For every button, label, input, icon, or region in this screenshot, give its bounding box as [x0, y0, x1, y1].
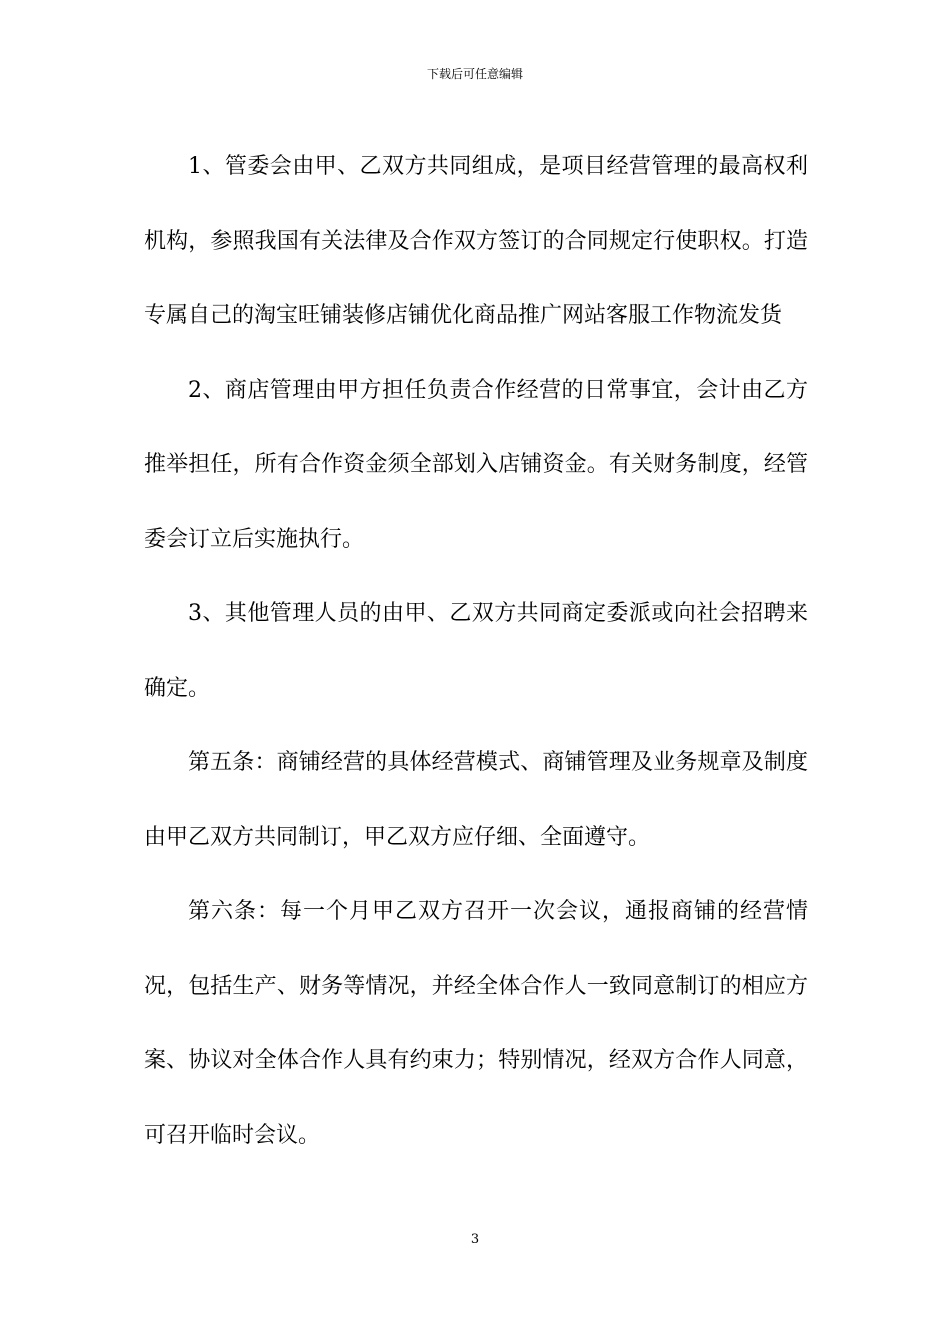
paragraph-1: 1、管委会由甲、乙双方共同组成，是项目经营管理的最高权利机构，参照我国有关法律及合作双方签订的合同规定行使职权。打造专属自己的淘宝旺铺装修店铺优化商品推广网站客服工作物流发货: [144, 154, 808, 328]
paragraph-3: 3、其他管理人员的由甲、乙双方共同商定委派或向社会招聘来确定。: [144, 601, 808, 701]
page-header: 下载后可任意编辑: [426, 67, 523, 81]
document-body: [144, 130, 808, 1173]
page-number: 3: [470, 1232, 480, 1247]
paragraph-article-6: 第六条：每一个月甲乙双方召开一次会议，通报商铺的经营情况，包括生产、财务等情况，并经全体合作人一致同意制订的相应方案、协议对全体合作人具有约束力；特别情况，经双方合作人同意，可召开临时会议。: [144, 899, 808, 1148]
paragraph-2: 2、商店管理由甲方担任负责合作经营的日常事宜，会计由乙方推举担任，所有合作资金须全部划入店铺资金。有关财务制度，经管委会订立后实施执行。: [144, 377, 808, 552]
paragraph-article-5: 第五条：商铺经营的具体经营模式、商铺管理及业务规章及制度由甲乙双方共同制订，甲乙双方应仔细、全面遵守。: [144, 750, 808, 850]
